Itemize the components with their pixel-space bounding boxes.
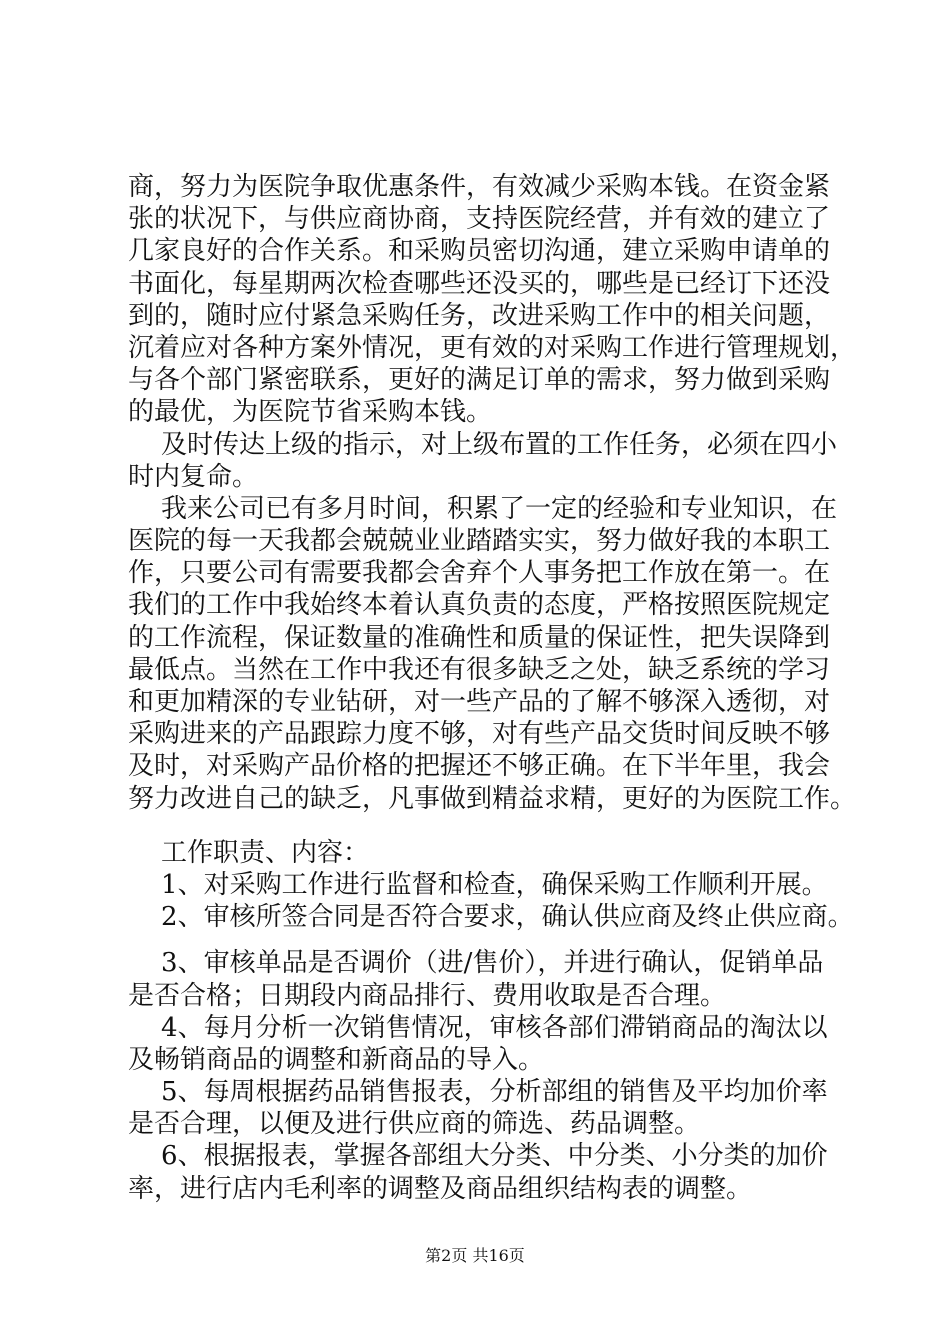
text-line: 及时，对采购产品价格的把握还不够正确。在下半年里，我会	[128, 751, 831, 782]
text-line: 张的状况下，与供应商协商，支持医院经营，并有效的建立了	[128, 204, 831, 235]
text-line: 书面化，每星期两次检查哪些还没买的，哪些是已经订下还没	[128, 268, 831, 299]
text-line: 与各个部门紧密联系，更好的满足订单的需求，努力做到采购	[128, 365, 831, 396]
text-line: 2、审核所签合同是否符合要求，确认供应商及终止供应商。	[128, 902, 854, 933]
text-line: 1、对采购工作进行监督和检查，确保采购工作顺利开展。	[128, 869, 828, 900]
text-line: 是否合格；日期段内商品排行、费用收取是否合理。	[128, 980, 727, 1011]
text-line: 6、根据报表，掌握各部组大分类、中分类、小分类的加价	[128, 1141, 828, 1172]
text-line: 我来公司已有多月时间，积累了一定的经验和专业知识，在	[128, 493, 838, 524]
text-line: 作，只要公司有需要我都会舍弃个人事务把工作放在第一。在	[128, 558, 831, 589]
text-line: 和更加精深的专业钻研，对一些产品的了解不够深入透彻，对	[128, 687, 831, 717]
spacer	[128, 933, 840, 947]
text-line: 工作职责、内容：	[128, 837, 370, 868]
text-line: 5、每周根据药品销售报表，分析部组的销售及平均加价率	[128, 1077, 828, 1108]
text-line: 商，努力为医院争取优惠条件，有效减少采购本钱。在资金紧	[128, 172, 831, 202]
paragraph-block-procurement	[128, 171, 857, 815]
text-line: 沉着应对各种方案外情况，更有效的对采购工作进行管理规划，	[128, 332, 857, 363]
text-line: 最低点。当然在工作中我还有很多缺乏之处，缺乏系统的学习	[128, 654, 831, 685]
text-line: 我们的工作中我始终本着认真负责的态度，严格按照医院规定	[128, 590, 831, 621]
paragraph-block-duties-list	[128, 947, 840, 1205]
text-line: 几家良好的合作关系。和采购员密切沟通，建立采购申请单的	[128, 236, 831, 267]
text-line: 4、每月分析一次销售情况，审核各部们滞销商品的淘汰以	[128, 1012, 828, 1043]
text-line: 及时传达上级的指示，对上级布置的工作任务，必须在四小	[128, 429, 838, 460]
text-line: 的最优，为医院节省采购本钱。	[128, 397, 493, 428]
text-line: 的工作流程，保证数量的准确性和质量的保证性，把失误降到	[128, 622, 831, 653]
text-line: 努力改进自己的缺乏，凡事做到精益求精，更好的为医院工作。	[128, 783, 857, 814]
text-line: 医院的每一天我都会兢兢业业踏踏实实，努力做好我的本职工	[128, 526, 831, 557]
document-body	[128, 171, 857, 1205]
text-line: 采购进来的产品跟踪力度不够，对有些产品交货时间反映不够	[128, 719, 831, 750]
text-line: 时内复命。	[128, 461, 259, 492]
paragraph-block-duties	[128, 837, 854, 934]
text-line: 到的，随时应付紧急采购任务，改进采购工作中的相关问题，	[128, 300, 831, 331]
text-line: 率，进行店内毛利率的调整及商品组织结构表的调整。	[128, 1173, 753, 1204]
text-line: 是否合理，以便及进行供应商的筛选、药品调整。	[128, 1109, 701, 1140]
spacer	[128, 815, 840, 837]
page-footer: 第2页 共16页	[425, 1246, 525, 1265]
text-line: 及畅销商品的调整和新商品的导入。	[128, 1044, 545, 1075]
text-line: 3、审核单品是否调价（进/售价），并进行确认，促销单品	[128, 948, 824, 979]
